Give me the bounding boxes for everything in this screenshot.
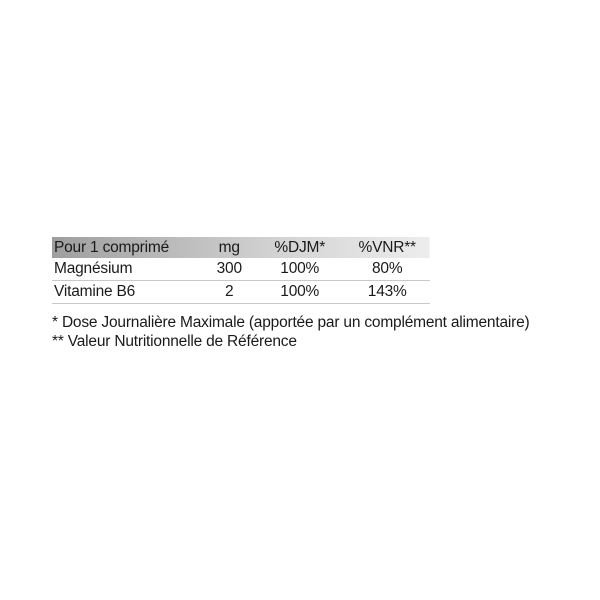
table-row	[52, 258, 430, 281]
header-djm: %DJM*	[274, 239, 326, 256]
nutrition-label	[52, 237, 582, 351]
nutrient-mg: 300	[203, 258, 255, 281]
nutrient-djm: 100%	[255, 258, 344, 281]
nutrient-name: Vitamine B6	[52, 281, 203, 304]
nutrient-vnr: 80%	[344, 258, 430, 281]
nutrient-mg: 2	[203, 281, 255, 304]
nutrient-vnr: 143%	[344, 281, 430, 304]
nutrition-table	[52, 237, 430, 304]
footnote-djm: * Dose Journalière Maximale (apportée par un complément alimentaire)	[52, 314, 530, 331]
header-mg: mg	[218, 239, 240, 256]
table-header-row	[52, 237, 430, 258]
header-vnr: %VNR**	[358, 239, 416, 256]
table-row	[52, 281, 430, 304]
header-per-tablet: Pour 1 comprimé	[54, 239, 170, 256]
nutrient-name: Magnésium	[52, 258, 203, 281]
footnotes	[52, 313, 582, 351]
nutrient-djm: 100%	[255, 281, 344, 304]
footnote-vnr: ** Valeur Nutritionnelle de Référence	[52, 333, 297, 350]
